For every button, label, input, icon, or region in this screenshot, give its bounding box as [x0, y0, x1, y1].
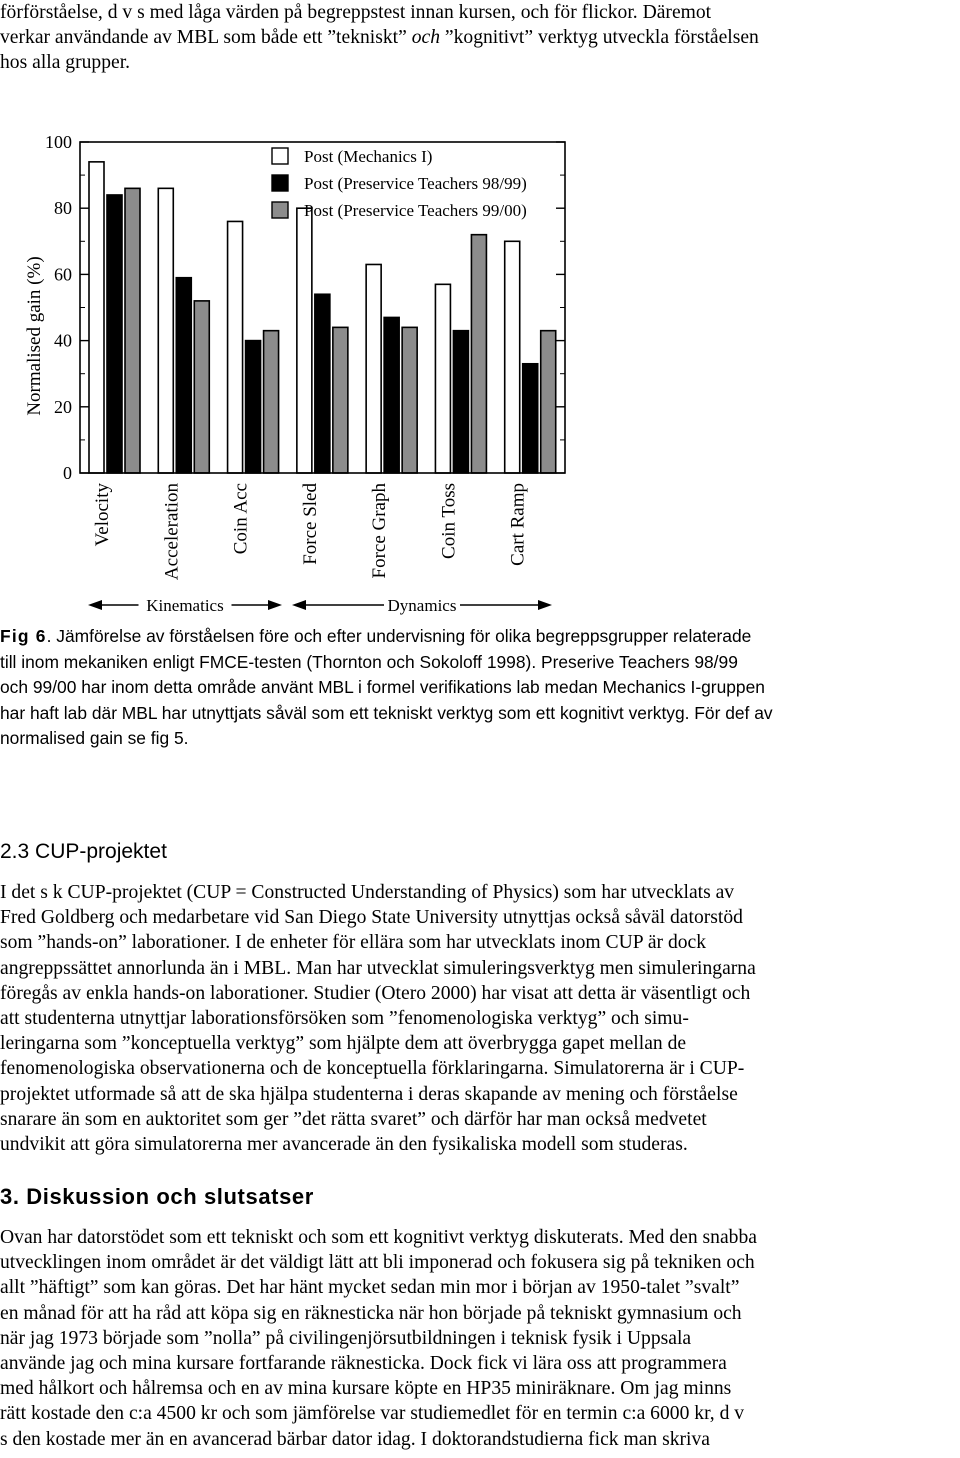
section-3-body	[0, 1225, 958, 1452]
legend-swatch	[272, 148, 288, 164]
chart-legend	[272, 147, 527, 220]
section-3-line: när jag 1973 började som ”nolla” på civilingenjörsutbildningen i teknisk fysik i Uppsala	[0, 1327, 692, 1349]
section-2-3-line: leringarna som ”konceptuella verktyg” som hjälpte dem att överbrygga gapet mellan de	[0, 1033, 687, 1055]
intro-line-2	[0, 25, 958, 50]
chart-group-labels	[88, 596, 552, 615]
caption-label: Fig 6	[0, 626, 47, 646]
bar	[89, 162, 104, 473]
intro-line-2-pre: verkar användande av MBL som både ett ”tekniskt”	[0, 27, 412, 49]
section-2-3-line: I det s k CUP-projektet (CUP = Constructed Understanding of Physics) som har utvecklats av	[0, 882, 735, 903]
bar	[246, 341, 261, 473]
bar	[158, 188, 173, 473]
caption-line-2: till inom mekaniken enligt FMCE-testen (Thornton och Sokoloff 1998). Preserive Teachers 98/99	[0, 651, 738, 672]
intro-line-3: hos alla grupper.	[0, 52, 131, 74]
section-3-line: allt ”häftigt” som kan göras. Det har hänt mycket sedan min mor i början av 1950-talet ”svalt”	[0, 1277, 740, 1299]
intro-line-1: förförståelse, d v s med låga värden på begreppstest innan kursen, och för flickor. Däremot	[0, 2, 712, 23]
bar	[453, 331, 468, 473]
intro-line-2-post: ”kognitivt” verktyg utveckla förståelsen	[440, 27, 759, 49]
bar	[541, 331, 556, 473]
bar	[107, 195, 122, 473]
intro-paragraph	[0, 0, 958, 76]
caption-line-5: normalised gain se fig 5.	[0, 728, 189, 749]
group-label: Dynamics	[387, 596, 457, 615]
section-2-3-body	[0, 880, 958, 1157]
group-arrow-head	[268, 600, 282, 610]
x-tick-label: Coin Toss	[438, 483, 460, 559]
section-3-line: en månad för att ha råd att köpa sig en räknesticka när hon började på tekniskt gymnasium och	[0, 1302, 742, 1324]
section-2-3-line: fenomenologiska observationerna och de konceptuella förklaringarna. Simulatorerna är i CUP-	[0, 1058, 745, 1080]
bar	[297, 208, 312, 473]
normalised-gain-bar-chart	[0, 120, 580, 620]
bar	[125, 188, 140, 473]
legend-swatch	[272, 175, 288, 191]
y-tick-label: 40	[54, 330, 72, 351]
bar	[366, 264, 381, 473]
section-3-line: Ovan har datorstödet som ett tekniskt och som ett kognitivt verktyg diskuterats. Med den snabba	[0, 1227, 757, 1248]
bar	[194, 301, 209, 473]
bar	[384, 317, 399, 473]
bar	[523, 364, 538, 473]
group-arrow-head	[88, 600, 102, 610]
legend-label: Post (Preservice Teachers 98/99)	[304, 174, 527, 193]
section-2-3-line: att studenterna utnyttjar laborationsförsöken som ”fenomenologiska verktyg” och simu-	[0, 1008, 689, 1030]
caption-line-4: har haft lab där MBL har utnyttjats såväl som ett tekniskt verktyg som ett kognitivt verktyg. För def av	[0, 702, 773, 723]
legend-label: Post (Mechanics I)	[304, 147, 433, 166]
bar	[333, 327, 348, 473]
y-tick-label: 100	[45, 132, 72, 152]
section-3-line: utvecklingen inom området är det väldigt lätt att bli imponerad och fokusera sig på tekniken och	[0, 1252, 755, 1274]
group-arrow-head	[292, 600, 306, 610]
y-tick-label: 20	[54, 396, 72, 417]
bar	[315, 294, 330, 473]
section-2-3-line: projektet utformade så att de ska hjälpa studenterna i deras skapande av mening och förståelse	[0, 1083, 738, 1105]
bar	[402, 327, 417, 473]
section-2-3-heading: 2.3 CUP-projektet	[0, 840, 167, 863]
legend-swatch	[272, 202, 288, 218]
x-tick-label: Force Sled	[299, 483, 321, 565]
group-label: Kinematics	[146, 596, 224, 615]
section-3-line: rätt kostade den c:a 4500 kr och som jämförelse var studiemedlet för en termin c:a 6000 kr, d v	[0, 1403, 745, 1425]
section-3-line: s den kostade mer än en avancerad bärbar dator idag. I doktorandstudierna fick man skriva	[0, 1428, 710, 1450]
x-tick-label: Acceleration	[161, 483, 183, 581]
x-tick-label: Force Graph	[369, 483, 391, 579]
figure-caption	[0, 624, 958, 752]
section-2-3-line: angreppssättet annorlunda än i MBL. Man har utvecklat simuleringsverktyg men simuleringarna	[0, 957, 756, 979]
section-2-3-line: Fred Goldberg och medarbetare vid San Diego State University utnyttjas också såväl datorstöd	[0, 907, 743, 929]
x-tick-label: Coin Acc	[230, 483, 252, 555]
section-2-3-line: snarare än som en auktoritet som ger ”det rätta svaret” och därför har man också medvetet	[0, 1108, 707, 1130]
section-3-heading: 3. Diskussion och slutsatser	[0, 1184, 314, 1209]
section-3-line: med hålkort och hålremsa och en av mina kursare köpte en HP35 miniräknare. Om jag minns	[0, 1378, 732, 1400]
y-tick-label: 0	[63, 463, 72, 483]
bar	[435, 284, 450, 473]
y-tick-label: 80	[54, 198, 72, 219]
group-arrow-head	[538, 600, 552, 610]
bar	[176, 278, 191, 473]
caption-line-3: och 99/00 har inom detta område använt MBL i formel verifikations lab medan Mechanics I-gruppen	[0, 677, 765, 698]
section-2-3-line: undvikit att göra simulatorerna mer avancerade än den fysikaliska modell som studeras.	[0, 1134, 688, 1156]
x-tick-label: Cart Ramp	[507, 483, 529, 566]
section-2-3-line: föregås av enkla hands-on laborationer. Studier (Otero 2000) har visat att detta är väsentligt och	[0, 982, 751, 1004]
legend-label: Post (Preservice Teachers 99/00)	[304, 201, 527, 220]
bar	[505, 241, 520, 473]
bar	[471, 235, 486, 473]
section-3-line: använde jag och mina kursare fortfarande räknesticka. Dock fick vi lära oss att programmera	[0, 1353, 727, 1375]
y-axis-label: Normalised gain (%)	[24, 256, 45, 416]
section-2-3-line: som ”hands-on” laborationer. I de enheter för ellära som har utvecklats inom CUP är dock	[0, 932, 707, 954]
x-tick-label: Velocity	[92, 483, 113, 547]
y-tick-label: 60	[54, 264, 72, 285]
bar	[264, 331, 279, 473]
intro-line-2-emphasis: och	[411, 27, 440, 49]
bar	[228, 221, 243, 473]
caption-line-1	[0, 624, 958, 650]
caption-line-1-text: . Jämförelse av förståelsen före och efter undervisning för olika begreppsgrupper relaterade	[46, 626, 752, 646]
